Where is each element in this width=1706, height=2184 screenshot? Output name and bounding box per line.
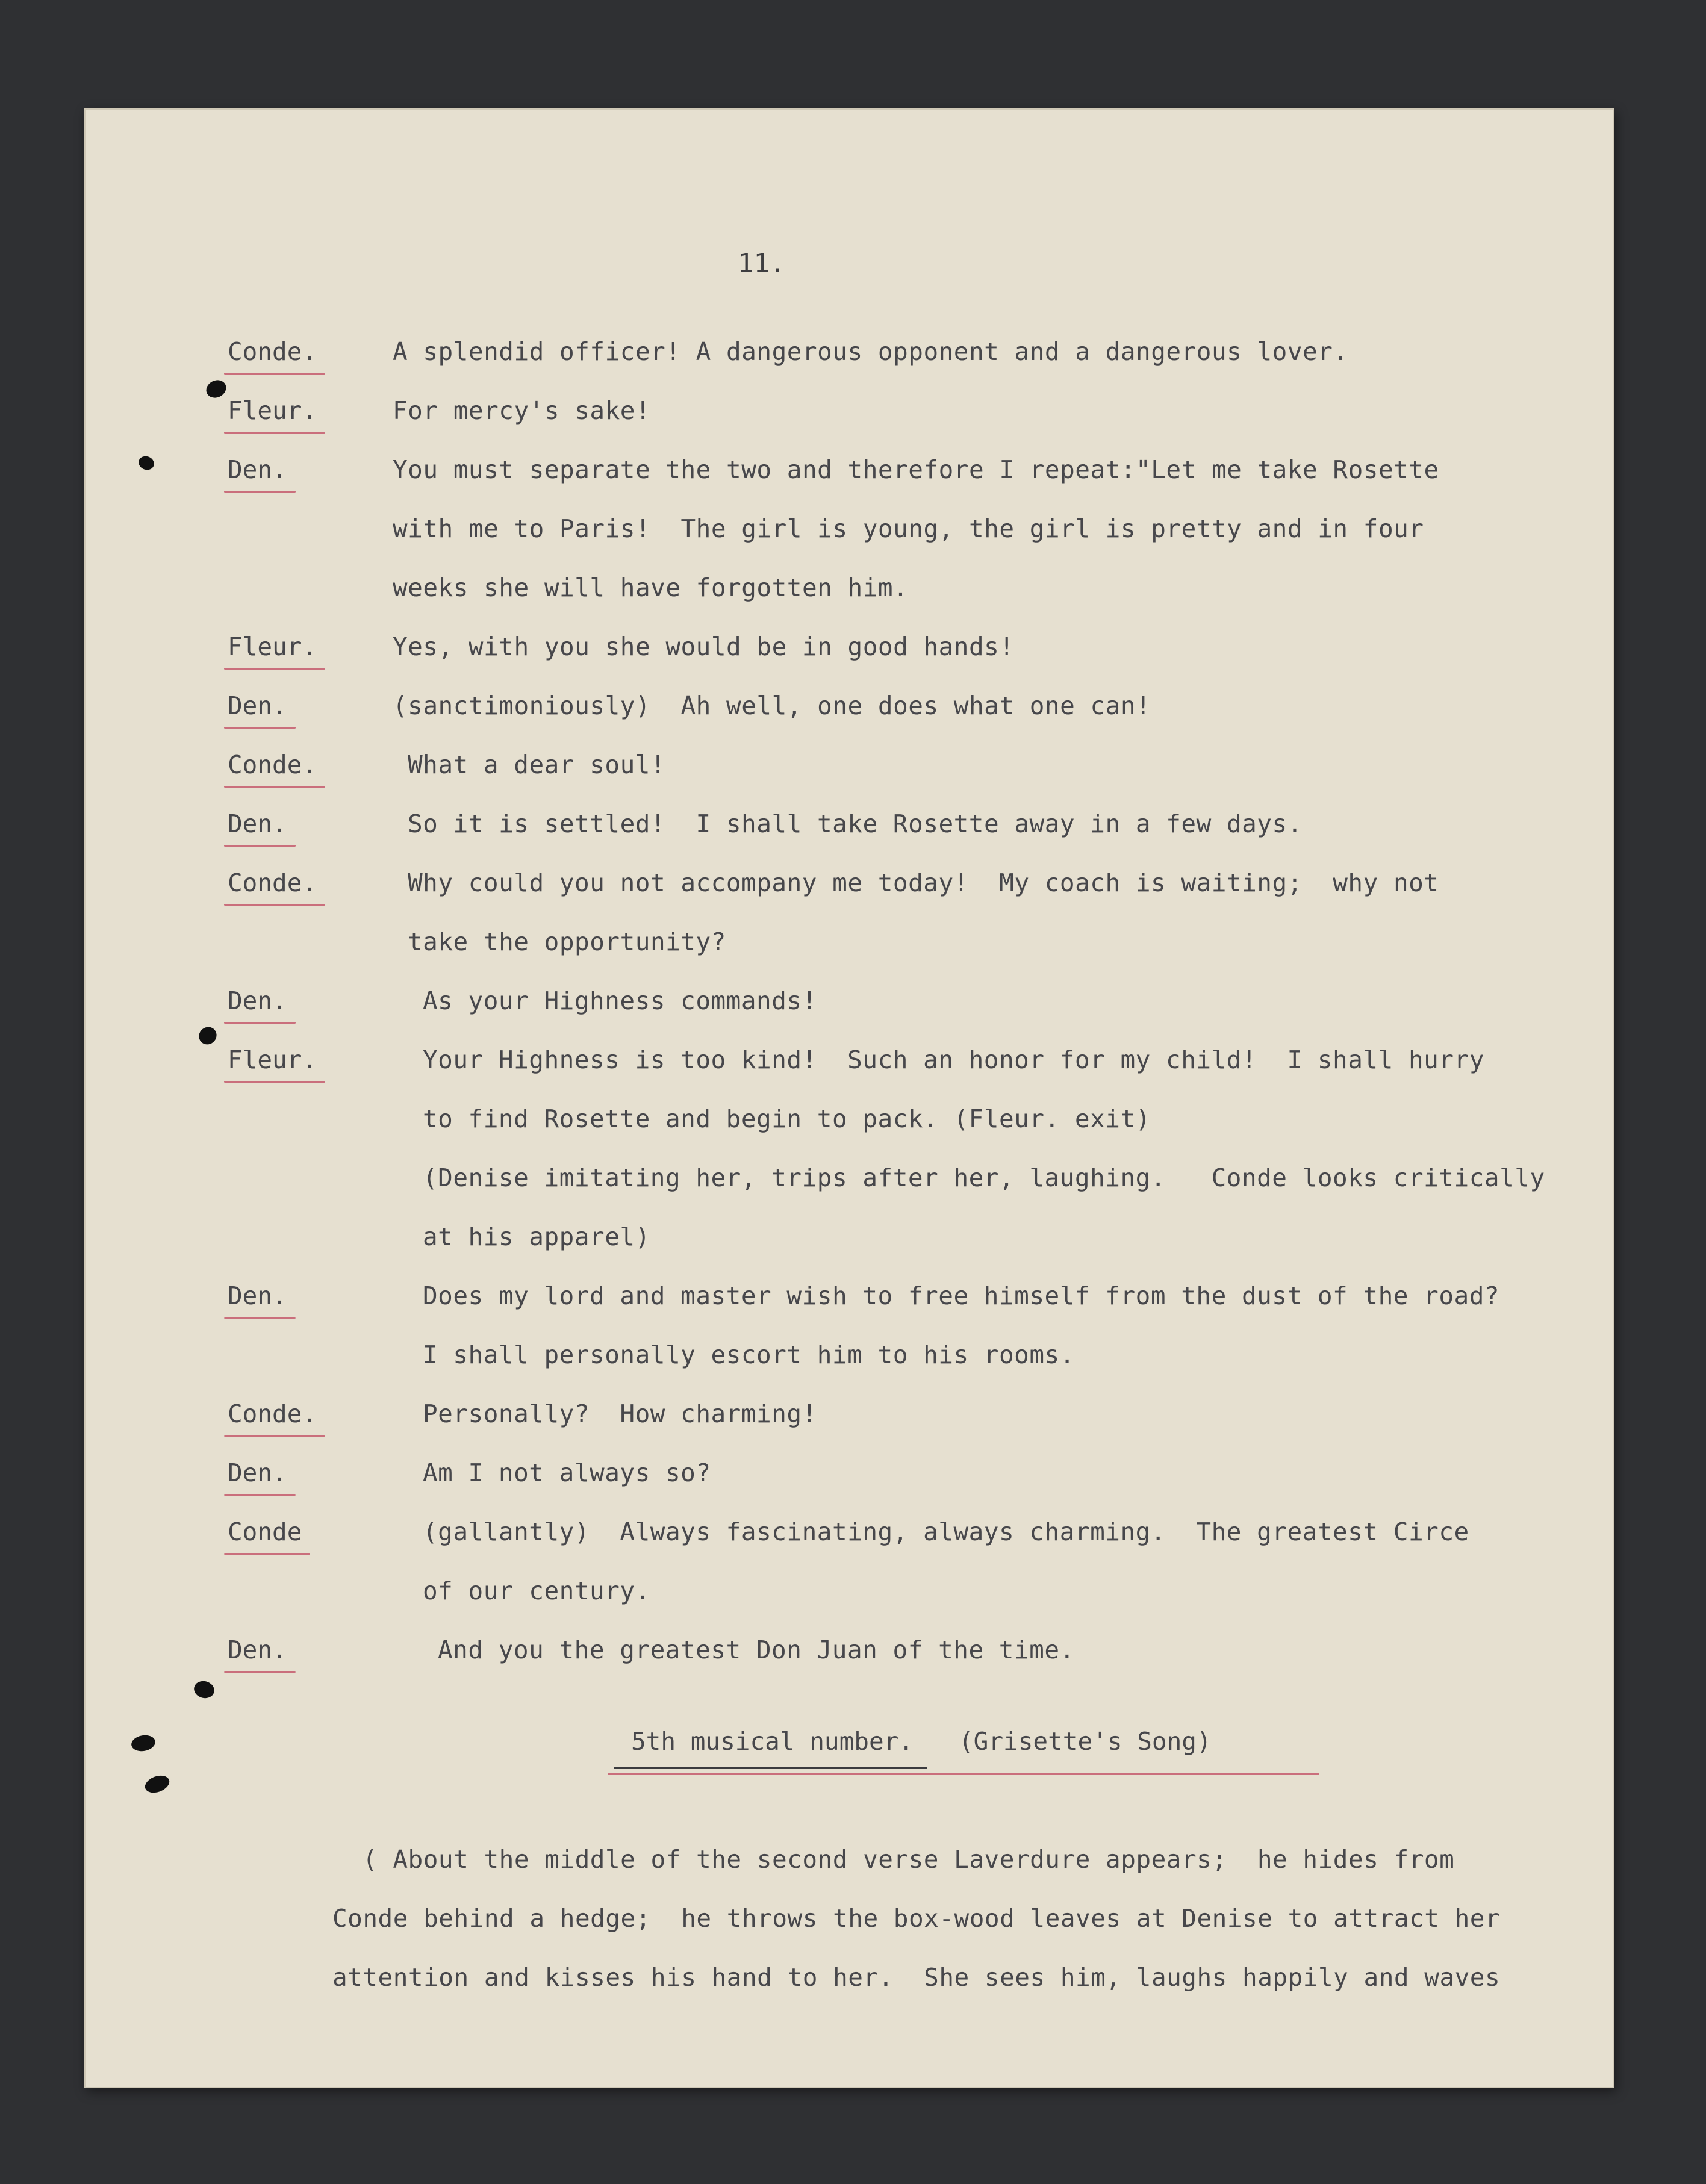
dialogue-line: For mercy's sake!	[393, 396, 651, 425]
dialogue-line: Yes, with you she would be in good hands!	[393, 632, 1015, 661]
title-underline	[614, 1767, 927, 1769]
speaker-label: Conde.	[228, 337, 317, 366]
dialogue-line: As your Highness commands!	[423, 986, 817, 1015]
dialogue-line: to find Rosette and begin to pack. (Fleur. exit)	[423, 1104, 1151, 1133]
speaker-label: Conde.	[228, 1399, 317, 1428]
dialogue-line: You must separate the two and therefore I repeat:"Let me take Rosette	[393, 455, 1439, 484]
dialogue-line: at his apparel)	[423, 1222, 650, 1251]
dialogue-line: I shall personally escort him to his rooms.	[423, 1340, 1075, 1369]
speaker-label: Fleur.	[228, 632, 317, 661]
dialogue-line: (gallantly) Always fascinating, always charming. The greatest Circe	[423, 1517, 1469, 1546]
dialogue-line: (Denise imitating her, trips after her, laughing. Conde looks critically	[423, 1163, 1545, 1192]
speaker-label: Den.	[228, 809, 287, 838]
speaker-label: Den.	[228, 691, 287, 720]
dialogue-line: Your Highness is too kind! Such an honor for my child! I shall hurry	[423, 1045, 1484, 1074]
stage-direction-line: ( About the middle of the second verse Laverdure appears; he hides from	[363, 1845, 1455, 1874]
musical-number-subtitle: (Grisette's Song)	[959, 1727, 1212, 1756]
speaker-label: Den.	[228, 986, 287, 1015]
speaker-label: Conde.	[228, 750, 317, 779]
dialogue-line: And you the greatest Don Juan of the time.	[438, 1635, 1075, 1664]
speaker-label: Conde	[228, 1517, 302, 1546]
dialogue-line: take the opportunity?	[408, 927, 726, 956]
speaker-label: Den.	[228, 1635, 287, 1664]
dialogue-line: (sanctimoniously) Ah well, one does what one can!	[393, 691, 1151, 720]
speaker-label: Conde.	[228, 868, 317, 897]
speaker-label: Den.	[228, 1458, 287, 1487]
dialogue-line: with me to Paris! The girl is young, the girl is pretty and in four	[393, 514, 1424, 543]
stage-direction-line: Conde behind a hedge; he throws the box-wood leaves at Denise to attract her	[332, 1904, 1501, 1933]
speaker-label: Fleur.	[228, 1045, 317, 1074]
dialogue-line: Am I not always so?	[423, 1458, 711, 1487]
dialogue-line: A splendid officer! A dangerous opponent and a dangerous lover.	[393, 337, 1348, 366]
page-number: 11.	[738, 248, 786, 279]
dialogue-line: of our century.	[423, 1576, 650, 1605]
speaker-label: Den.	[228, 455, 287, 484]
musical-number-title: 5th musical number.	[631, 1727, 914, 1756]
typed-page	[84, 108, 1614, 2088]
speaker-label: Den.	[228, 1281, 287, 1310]
dialogue-line: So it is settled! I shall take Rosette away in a few days.	[408, 809, 1303, 838]
dialogue-line: Personally? How charming!	[423, 1399, 817, 1428]
dialogue-line: What a dear soul!	[408, 750, 666, 779]
dialogue-line: Why could you not accompany me today! My coach is waiting; why not	[408, 868, 1439, 897]
dialogue-line: weeks she will have forgotten him.	[393, 573, 909, 602]
speaker-label: Fleur.	[228, 396, 317, 425]
heading-red-underline	[608, 1773, 1319, 1775]
dialogue-line: Does my lord and master wish to free himself from the dust of the road?	[423, 1281, 1500, 1310]
stage-direction-line: attention and kisses his hand to her. She sees him, laughs happily and waves	[332, 1963, 1501, 1992]
